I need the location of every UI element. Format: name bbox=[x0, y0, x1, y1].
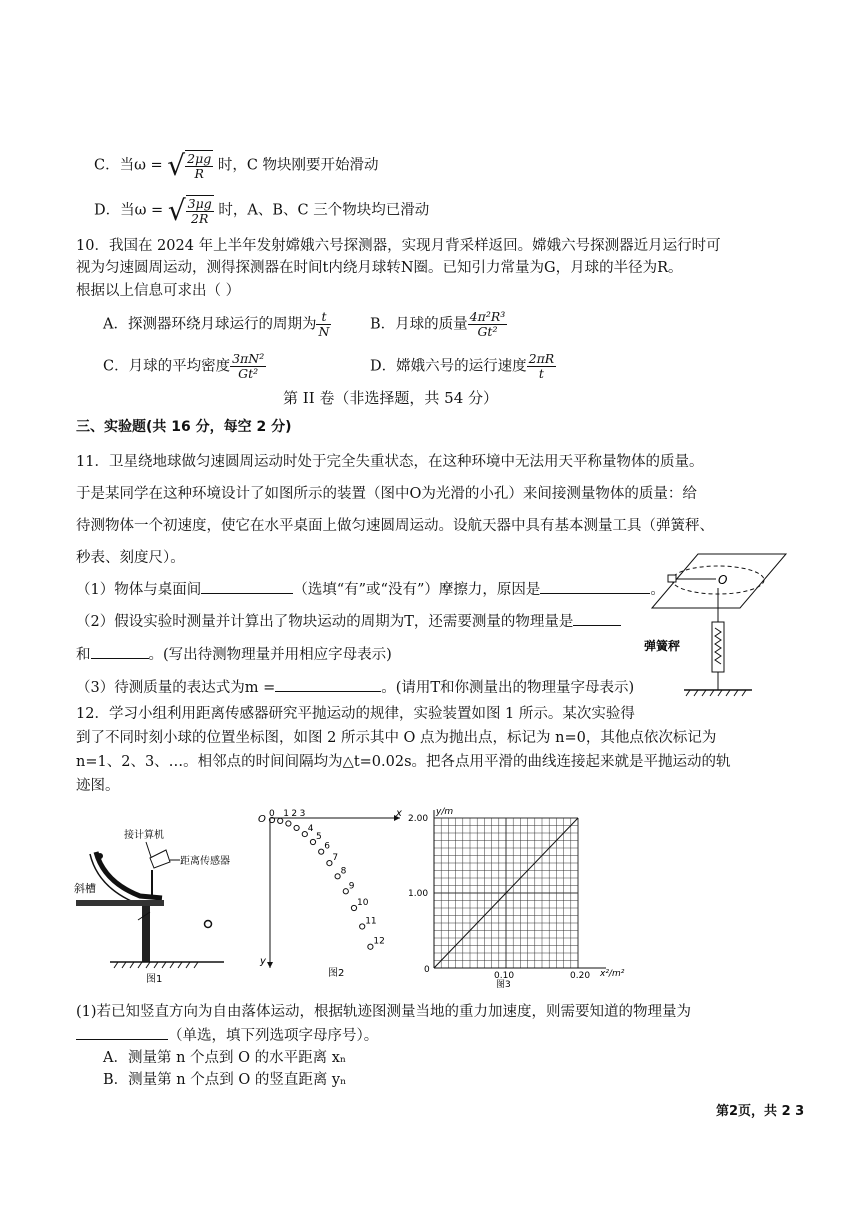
q11-line1: 11．卫星绕地球做匀速圆周运动时处于完全失重状态，在这种环境中无法用天平称量物体的质量。 bbox=[76, 454, 704, 470]
q11-sub1: （1）物体与桌面间 （选填“有”或“没有”）摩擦力，原因是 。 bbox=[76, 582, 665, 598]
hole-label: O bbox=[718, 573, 728, 587]
fig3-y-label: y/m bbox=[436, 807, 454, 817]
trajectory-label-10: 10 bbox=[357, 898, 369, 908]
q10-line1: 10．我国在 2024 年上半年发射嫦娥六号探测器，实现月背采样返回。嫦娥六号探测器近月运行时可 bbox=[76, 238, 721, 254]
q12-line2: 到了不同时刻小球的位置坐标图，如图 2 所示其中 O 点为抛出点，标记为 n=0，其他点依次标记为 bbox=[76, 730, 717, 746]
trajectory-point-5 bbox=[310, 839, 315, 844]
q9-option-c: C．当ω = √ $\frac{2\mu g}{R}$ 时，C 物块刚要开始滑动 bbox=[94, 148, 379, 182]
spring-scale-label: 弹簧秤 bbox=[644, 639, 681, 653]
trajectory-point-9 bbox=[343, 889, 348, 894]
q12-sub1-cont: （单选，填下列选项字母序号）。 bbox=[76, 1026, 378, 1046]
q11-line4: 秒表、刻度尺）。 bbox=[76, 550, 185, 566]
computer-label: 接计算机 bbox=[124, 830, 164, 841]
q10-option-d: D．嫦娥六号的运行速度 $\frac{2\pi R}{t}$ bbox=[370, 351, 555, 381]
trajectory-label-4: 4 bbox=[307, 824, 314, 835]
trajectory-label-5: 5 bbox=[316, 832, 322, 842]
trajectory-label-6: 6 bbox=[324, 841, 330, 852]
q11-blank4[interactable] bbox=[91, 658, 149, 659]
q10-line2: 视为匀速圆周运动，测得探测器在时间t内绕月球转N圈。已知引力常量为G，月球的半径为R。 bbox=[76, 260, 683, 276]
trajectory-label-2: 2 bbox=[291, 809, 298, 819]
sensor-label: 距离传感器 bbox=[180, 856, 230, 867]
sensor bbox=[150, 850, 170, 868]
q11-sub2-cont: 和 。(写出待测物理量并用相应字母表示) bbox=[76, 647, 392, 663]
section3-heading: 三、实验题(共 16 分，每空 2 分) bbox=[76, 419, 292, 435]
page-footer: 第2页，共 2 3 bbox=[716, 1104, 805, 1119]
trajectory-point-11 bbox=[360, 924, 365, 929]
fig3-origin: 0 bbox=[424, 965, 430, 975]
fig1-caption: 图1 bbox=[146, 974, 163, 985]
chute-label: 斜槽 bbox=[74, 882, 96, 895]
fig3-caption: 图3 bbox=[496, 980, 511, 990]
q10-option-b: B．月球的质量 $\frac{\text{4π²R³}}{\text{Gt²}}$ bbox=[370, 309, 506, 339]
trajectory-label-3: 3 bbox=[299, 809, 306, 819]
fig2-caption: 图2 bbox=[328, 968, 345, 979]
q10-option-a: A．探测器环绕月球运行的周期为 $\frac{t}{N}$ bbox=[103, 309, 330, 339]
q12-sub1: (1)若已知竖直方向为自由落体运动，根据轨迹图测量当地的重力加速度，则需要知道的物理量为 bbox=[76, 1004, 692, 1020]
trajectory-point-7 bbox=[327, 861, 332, 866]
table-top bbox=[76, 900, 164, 906]
q12-line4: 迹图。 bbox=[76, 778, 120, 794]
trajectory-label-1: 1 bbox=[283, 809, 289, 819]
q11-sub2: （2）假设实验时测量并计算出了物块运动的周期为T，还需要测量的物理量是 bbox=[76, 612, 621, 632]
q11-figure bbox=[638, 540, 788, 710]
q11-blank1[interactable] bbox=[201, 593, 293, 594]
fig3-y-tick-2: 2.00 bbox=[408, 814, 429, 824]
fig3-x-label: x²/m² bbox=[600, 969, 625, 979]
trajectory-label-7: 7 bbox=[332, 853, 339, 864]
fig3-x-tick-1: 0.10 bbox=[494, 971, 515, 981]
q12-figure1 bbox=[74, 812, 234, 987]
trajectory-label-0: 0 bbox=[269, 809, 275, 819]
q12-option-a: A．测量第 n 个点到 O 的水平距离 xₙ bbox=[103, 1050, 347, 1066]
trajectory-point-4 bbox=[302, 831, 307, 836]
q12-option-b: B．测量第 n 个点到 O 的竖直距离 yₙ bbox=[103, 1072, 347, 1088]
q12-figure2 bbox=[256, 808, 416, 983]
trajectory-point-2 bbox=[286, 821, 291, 826]
ball bbox=[205, 921, 212, 928]
fig3-y-tick-1: 1.00 bbox=[408, 889, 429, 899]
fig3-x-tick-2: 0.20 bbox=[570, 971, 591, 981]
fig2-origin: O bbox=[258, 814, 266, 825]
q12-line3: n=1、2、3、…。相邻点的时间间隔均为△t=0.02s。把各点用平滑的曲线连接起来就是平抛运动的轨 bbox=[76, 754, 731, 770]
trajectory-point-1 bbox=[278, 818, 283, 823]
q11-sub3: （3）待测质量的表达式为m = 。(请用T和你测量出的物理量字母表示) bbox=[76, 680, 635, 696]
trajectory-point-6 bbox=[319, 849, 324, 854]
trajectory-point-3 bbox=[294, 825, 299, 830]
q11-line3: 待测物体一个初速度，使它在水平桌面上做匀速圆周运动。设航天器中具有基本测量工具（弹簧秤、 bbox=[76, 518, 714, 534]
block bbox=[668, 575, 676, 582]
trajectory-point-10 bbox=[351, 905, 356, 910]
q12-figure3 bbox=[396, 807, 626, 990]
trajectory-label-12: 12 bbox=[373, 936, 385, 947]
trajectory-label-8: 8 bbox=[340, 866, 347, 877]
q12-blank1[interactable] bbox=[76, 1039, 168, 1040]
q11-blank2[interactable] bbox=[540, 593, 650, 594]
part2-title: 第 II 卷（非选择题，共 54 分） bbox=[283, 389, 499, 407]
q9-option-d: D．当ω = √ $\frac{3\mu g}{2R}$ 时，A、B、C 三个物块均已滑动 bbox=[94, 193, 430, 227]
q11-blank3[interactable] bbox=[573, 625, 621, 626]
q11-line2: 于是某同学在这种环境设计了如图所示的装置（图中O为光滑的小孔）来间接测量物体的质量：给 bbox=[76, 486, 697, 502]
trajectory-label-9: 9 bbox=[348, 881, 355, 892]
fig2-y-label: y bbox=[260, 956, 266, 967]
q11-blank5[interactable] bbox=[275, 691, 381, 692]
trajectory-point-12 bbox=[368, 944, 373, 949]
q10-line3: 根据以上信息可求出（ ） bbox=[76, 283, 241, 299]
fig2-x-label: x bbox=[396, 808, 402, 819]
q12-line1: 12．学习小组利用距离传感器研究平抛运动的规律，实验装置如图 1 所示。某次实验得 bbox=[76, 706, 635, 722]
q10-option-c: C．月球的平均密度 $\frac{\text{3πN²}}{\text{Gt²}}$ bbox=[103, 351, 265, 381]
trajectory-label-11: 11 bbox=[365, 916, 377, 927]
trajectory-point-8 bbox=[335, 874, 340, 879]
